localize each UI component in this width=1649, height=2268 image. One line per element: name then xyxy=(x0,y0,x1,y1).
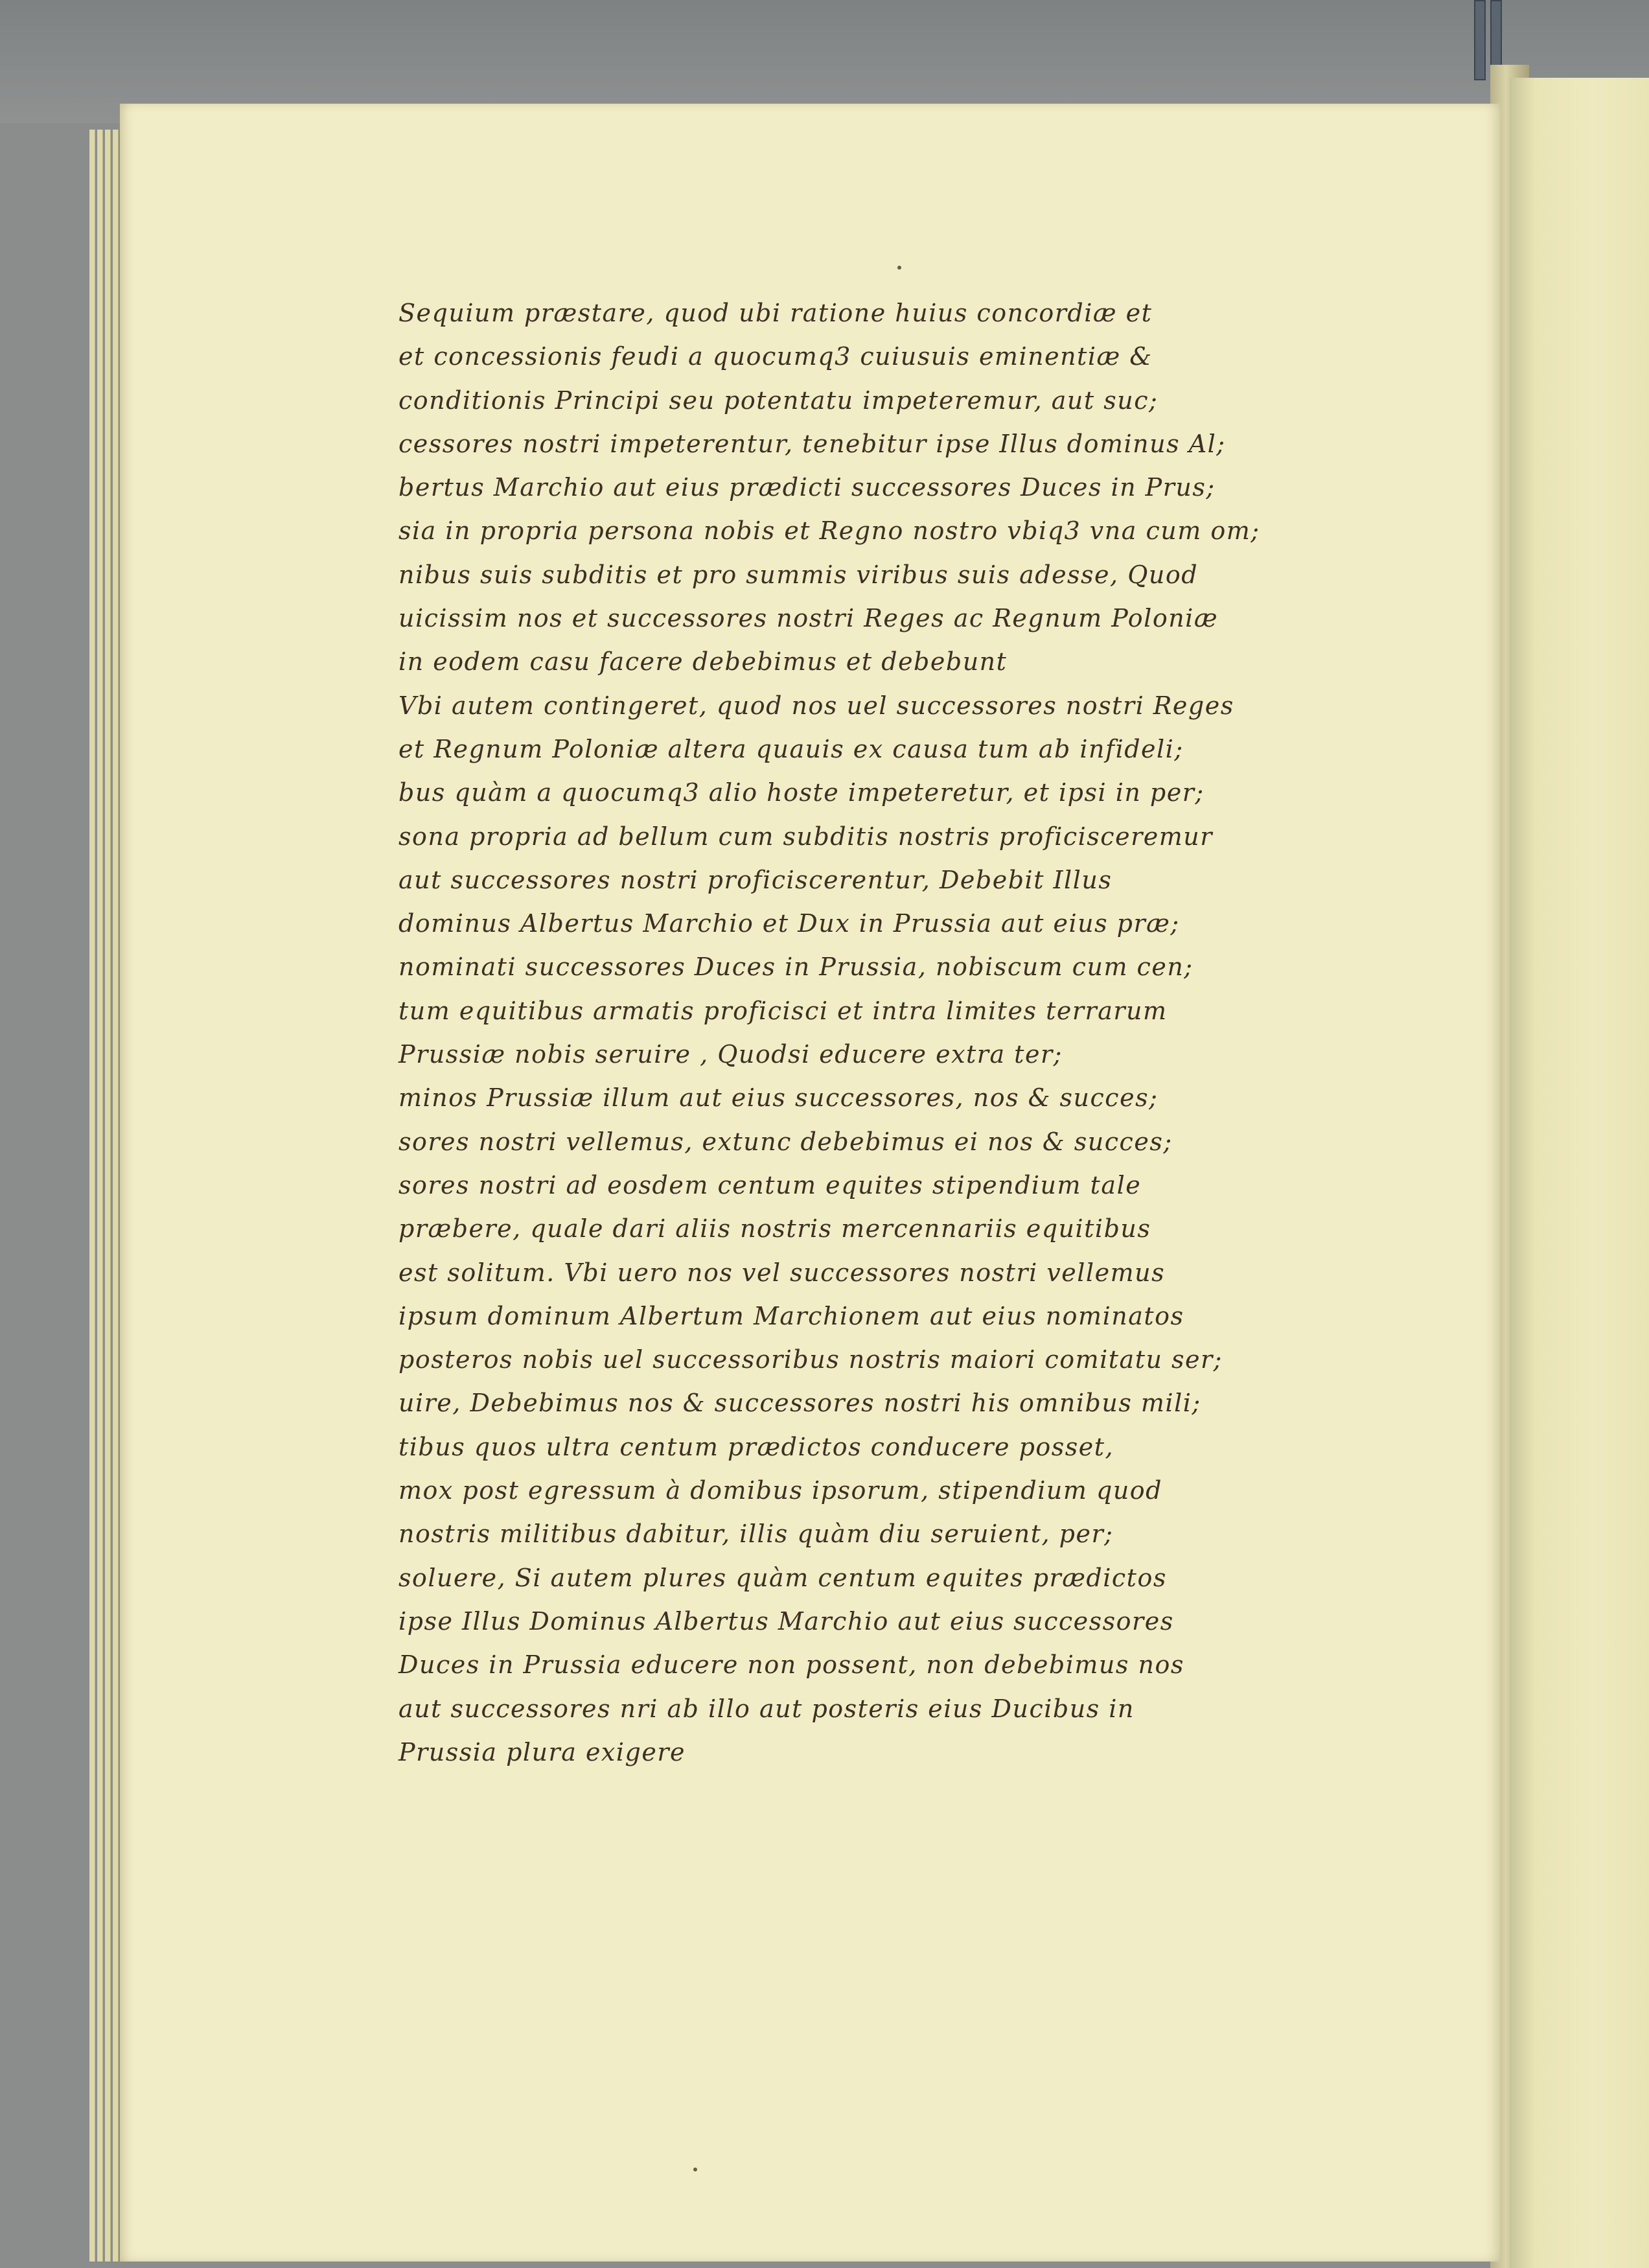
manuscript-line: Duces in Prussia educere non possent, non debebimus nos xyxy=(398,1650,1184,1680)
manuscript-line: nostris militibus dabitur, illis quàm diu seruient, per; xyxy=(398,1520,1114,1549)
manuscript-line: uire, Debebimus nos & successores nostri his omnibus mili; xyxy=(398,1389,1201,1418)
manuscript-line: bertus Marchio aut eius prædicti successores Duces in Prus; xyxy=(398,473,1216,502)
manuscript-text xyxy=(398,292,1429,1774)
manuscript-line: tum equitibus armatis proficisci et intra limites terrarum xyxy=(398,996,1168,1025)
manuscript-line: est solitum. Vbi uero nos vel successores nostri vellemus xyxy=(398,1258,1166,1287)
manuscript-line: cessores nostri impeterentur, tenebitur ipse Illus dominus Al; xyxy=(398,429,1226,458)
manuscript-line: mox post egressum à domibus ipsorum, stipendium quod xyxy=(398,1476,1162,1505)
manuscript-line: præbere, quale dari aliis nostris mercennariis equitibus xyxy=(398,1214,1151,1244)
scan-ruler-left xyxy=(1474,0,1486,80)
manuscript-line: ipse Illus Dominus Albertus Marchio aut eius successores xyxy=(398,1606,1174,1636)
page-edge xyxy=(113,130,119,2262)
manuscript-line: et concessionis feudi a quocumq3 cuiusuis eminentiæ & xyxy=(398,342,1153,371)
manuscript-line: ipsum dominum Albertum Marchionem aut eius nominatos xyxy=(398,1301,1184,1330)
manuscript-line: soluere, Si autem plures quàm centum equites prædictos xyxy=(398,1563,1167,1592)
manuscript-line: Vbi autem contingeret, quod nos uel successores nostri Reges xyxy=(398,691,1234,720)
facing-page-edge xyxy=(1510,78,1649,2268)
manuscript-line: posteros nobis uel successoribus nostris maiori comitatu ser; xyxy=(398,1345,1223,1374)
manuscript-line: minos Prussiæ illum aut eius successores, nos & succes; xyxy=(398,1083,1159,1113)
manuscript-line: sores nostri ad eosdem centum equites stipendium tale xyxy=(398,1170,1142,1199)
manuscript-line: sores nostri vellemus, extunc debebimus ei nos & succes; xyxy=(398,1127,1173,1156)
manuscript-line: conditionis Principi seu potentatu impeteremur, aut suc; xyxy=(398,386,1159,415)
manuscript-line: uicissim nos et successores nostri Reges ac Regnum Poloniæ xyxy=(398,604,1219,633)
manuscript-line: sia in propria persona nobis et Regno nostro vbiq3 vna cum om; xyxy=(398,516,1260,546)
page-edge xyxy=(89,130,95,2262)
ink-mark xyxy=(693,2168,697,2171)
manuscript-page xyxy=(120,104,1500,2262)
manuscript-line: sona propria ad bellum cum subditis nostris proficisceremur xyxy=(398,822,1213,851)
manuscript-line: Sequium præstare, quod ubi ratione huius concordiæ et xyxy=(398,299,1153,327)
manuscript-line: aut successores nri ab illo aut posteris eius Ducibus in xyxy=(398,1694,1135,1723)
manuscript-line: tibus quos ultra centum prædictos conducere posset, xyxy=(398,1432,1114,1461)
manuscript-line: et Regnum Poloniæ altera quauis ex causa tum ab infideli; xyxy=(398,734,1184,763)
ink-mark xyxy=(897,266,901,270)
manuscript-line: aut successores nostri proficiscerentur, Debebit Illus xyxy=(398,865,1113,894)
page-edge xyxy=(97,130,103,2262)
manuscript-line: nibus suis subditis et pro summis viribus suis adesse, Quod xyxy=(398,560,1199,589)
page-edge xyxy=(105,130,111,2262)
manuscript-line: bus quàm a quocumq3 alio hoste impeteretur, et ipsi in per; xyxy=(398,778,1205,807)
manuscript-line: nominati successores Duces in Prussia, nobiscum cum cen; xyxy=(398,953,1194,982)
manuscript-line: Prussiæ nobis seruire , Quodsi educere extra ter; xyxy=(398,1040,1063,1069)
manuscript-line: in eodem casu facere debebimus et debebunt xyxy=(398,647,1008,677)
manuscript-line: Prussia plura exigere xyxy=(398,1737,686,1766)
manuscript-line: dominus Albertus Marchio et Dux in Prussia aut eius præ; xyxy=(398,909,1180,938)
